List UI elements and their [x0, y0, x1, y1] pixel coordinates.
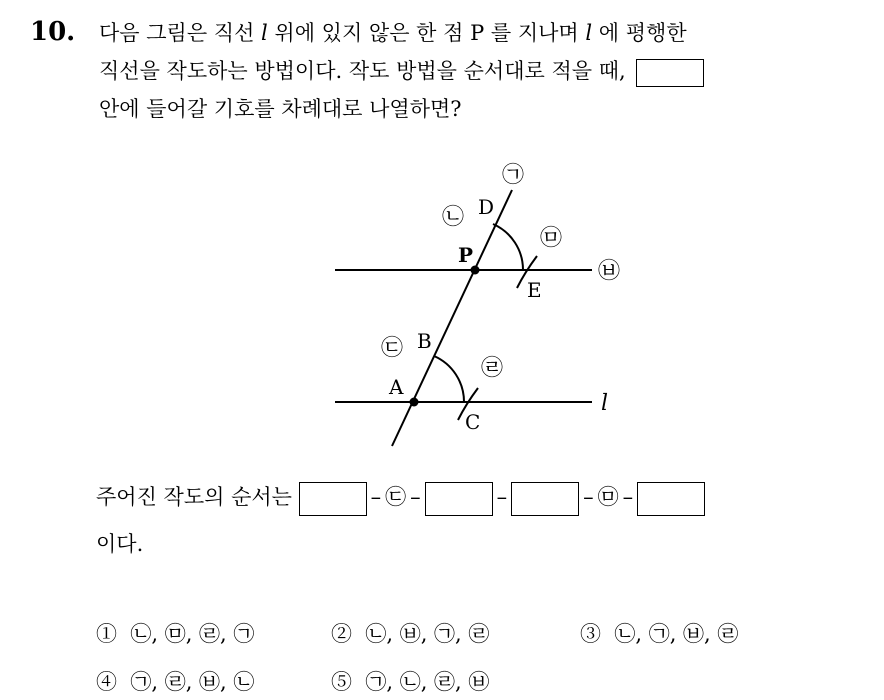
step-label-digeut: ㉢: [381, 336, 404, 361]
label-c: C: [465, 410, 481, 434]
question-line-2: 직선을 작도하는 방법이다. 작도 방법을 순서대로 적을 때,: [99, 55, 704, 87]
order-blank-4: [637, 482, 705, 516]
step-label-rieul: ㉣: [481, 356, 504, 381]
label-d: D: [478, 195, 495, 219]
question-line-1: 다음 그림은 직선 l 위에 있지 않은 한 점 P 를 지나며 l 에 평행한: [99, 21, 687, 45]
order-suffix: 이다.: [96, 532, 144, 556]
order-blank-3: [511, 482, 579, 516]
step-label-mieum: ㉤: [540, 226, 563, 251]
choice-1[interactable]: ① ㉡, ㉤, ㉣, ㉠: [96, 622, 255, 646]
choice-5[interactable]: ⑤ ㉠, ㉡, ㉣, ㉥: [331, 670, 490, 694]
order-blank-2: [425, 482, 493, 516]
choice-3[interactable]: ③ ㉡, ㉠, ㉥, ㉣: [580, 622, 739, 646]
arc-at-a: [434, 356, 464, 402]
choice-4[interactable]: ④ ㉠, ㉣, ㉥, ㉡: [96, 670, 255, 694]
label-p: P: [458, 243, 474, 267]
step-label-giyeok: ㉠: [502, 163, 525, 188]
question-line-3: 안에 들어갈 기호를 차례대로 나열하면?: [99, 97, 462, 121]
label-a: A: [389, 375, 404, 399]
choice-2[interactable]: ② ㉡, ㉥, ㉠, ㉣: [331, 622, 490, 646]
label-b: B: [417, 329, 432, 353]
step-label-nieun: ㉡: [442, 205, 465, 230]
order-blank-1: [299, 482, 367, 516]
arc-at-p: [493, 224, 523, 270]
point-a: [410, 398, 419, 407]
label-e: E: [527, 278, 542, 302]
question-number: 10.: [30, 17, 76, 47]
step-label-bieup: ㉥: [598, 259, 621, 284]
order-sentence: 주어진 작도의 순서는 – ㉢ – – – ㉤ –: [96, 481, 705, 516]
label-l: l: [601, 391, 609, 416]
